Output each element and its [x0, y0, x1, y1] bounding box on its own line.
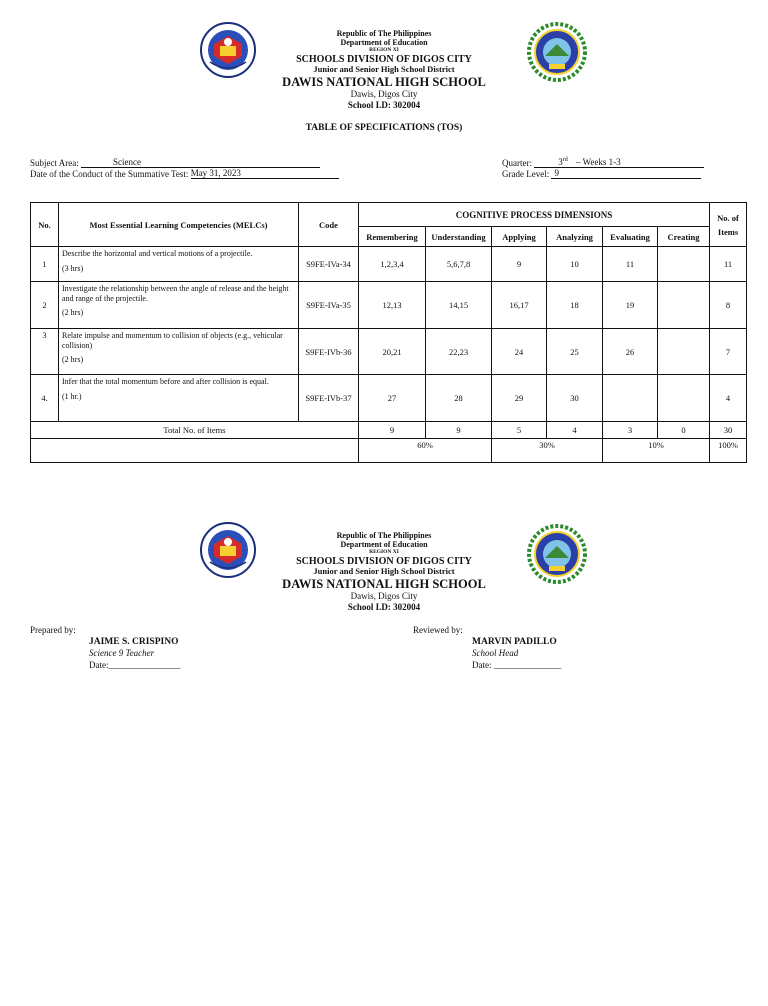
- date-label: Date of the Conduct of the Summative Test:: [30, 169, 189, 179]
- row-code: S9FE-IVa-34: [299, 247, 359, 282]
- cell: 22,23: [426, 329, 492, 375]
- cell: 28: [426, 375, 492, 422]
- dim-creating: Creating: [658, 227, 710, 247]
- cell: [658, 329, 710, 375]
- cell: 9: [492, 247, 547, 282]
- row-no: 3: [31, 329, 59, 375]
- cell: 26: [603, 329, 658, 375]
- republic-line: Republic of The Philippines: [336, 29, 432, 38]
- quarter: [502, 157, 704, 168]
- document-header-bottom: [0, 531, 768, 612]
- percent-row: [31, 439, 747, 463]
- row-melc: [59, 282, 299, 329]
- department-line: Department of Education: [340, 38, 428, 48]
- melc-text: Investigate the relationship between the angle of release and the height and range of the projectile.: [62, 284, 289, 303]
- grade-value: 9: [554, 168, 559, 178]
- pct-easy: 60%: [359, 439, 492, 463]
- division-line: SCHOOLS DIVISION OF DIGOS CITY: [296, 555, 472, 567]
- row-code: S9FE-IVb-37: [299, 375, 359, 422]
- school-name: DAWIS NATIONAL HIGH SCHOOL: [282, 74, 486, 89]
- document-header: [0, 29, 768, 110]
- cell: 11: [603, 247, 658, 282]
- row-code: S9FE-IVa-35: [299, 282, 359, 329]
- table-row: [31, 375, 747, 422]
- row-items: 4: [710, 375, 747, 422]
- totals-row: [31, 422, 747, 439]
- reviewed-name: MARVIN PADILLO: [472, 637, 557, 647]
- row-melc: [59, 375, 299, 422]
- quarter-value: 3: [558, 157, 563, 167]
- pct-total: 100%: [710, 439, 747, 463]
- cell: 12,13: [359, 282, 426, 329]
- table-row: [31, 282, 747, 329]
- dim-understanding: Understanding: [426, 227, 492, 247]
- quarter-label: Quarter:: [502, 158, 532, 168]
- row-no: 2: [31, 282, 59, 329]
- test-date: [30, 168, 339, 179]
- subject-label: Subject Area:: [30, 158, 79, 168]
- melc-hours: (1 hr.): [62, 391, 82, 401]
- region-line: REGION XI: [369, 47, 399, 54]
- reviewed-by-block: [472, 636, 561, 672]
- reviewed-by-label: Reviewed by:: [413, 625, 463, 635]
- prepared-role: Science 9 Teacher: [89, 648, 155, 659]
- dim-analyzing: Analyzing: [547, 227, 603, 247]
- header-code: Code: [299, 203, 359, 247]
- cell: 19: [603, 282, 658, 329]
- cell: 29: [492, 375, 547, 422]
- cell: 5,6,7,8: [426, 247, 492, 282]
- header-items-line2: Items: [717, 226, 739, 237]
- prepared-date: Date:________________: [89, 660, 181, 671]
- header-cpd: COGNITIVE PROCESS DIMENSIONS: [359, 203, 710, 227]
- pct-difficult: 10%: [603, 439, 710, 463]
- pct-average: 30%: [492, 439, 603, 463]
- table-row: [31, 247, 747, 282]
- prepared-by-label: Prepared by:: [30, 625, 76, 635]
- date-value: May 31, 2023: [190, 168, 241, 178]
- cell: 25: [547, 329, 603, 375]
- cell: 27: [359, 375, 426, 422]
- reviewed-role: School Head: [472, 648, 519, 659]
- grade-label: Grade Level:: [502, 169, 550, 179]
- melc-hours: (2 hrs): [62, 308, 84, 318]
- cell: 18: [547, 282, 603, 329]
- region-line: REGION XI: [369, 549, 399, 556]
- reviewed-date: Date: _______________: [472, 660, 562, 671]
- school-name: DAWIS NATIONAL HIGH SCHOOL: [282, 576, 486, 591]
- total-items: 30: [710, 422, 747, 439]
- melc-text: Describe the horizontal and vertical motions of a projectile.: [62, 249, 253, 258]
- quarter-sup: rd: [562, 157, 568, 163]
- melc-hours: (2 hrs): [62, 355, 84, 365]
- cell: 1,2,3,4: [359, 247, 426, 282]
- dim-remembering: Remembering: [359, 227, 426, 247]
- cell: [658, 247, 710, 282]
- school-address: Dawis, Digos City: [350, 89, 418, 100]
- total-cell: 5: [492, 422, 547, 439]
- cell: 10: [547, 247, 603, 282]
- dim-evaluating: Evaluating: [603, 227, 658, 247]
- melc-text: Relate impulse and momentum to collision of objects (e.g., vehicular collision): [62, 331, 283, 350]
- school-id: School I.D: 302004: [347, 601, 421, 612]
- row-items: 8: [710, 282, 747, 329]
- school-address: Dawis, Digos City: [350, 591, 418, 602]
- quarter-weeks: – Weeks 1-3: [575, 157, 621, 167]
- percent-blank: [31, 439, 359, 463]
- header-items: [710, 203, 747, 247]
- row-no: 1: [31, 247, 59, 282]
- prepared-by-block: [89, 636, 181, 672]
- division-line: SCHOOLS DIVISION OF DIGOS CITY: [296, 53, 472, 65]
- total-cell: 9: [359, 422, 426, 439]
- tos-table: [30, 202, 747, 463]
- cell: 24: [492, 329, 547, 375]
- header-melc: Most Essential Learning Competencies (MELCs): [59, 203, 299, 247]
- row-items: 11: [710, 247, 747, 282]
- total-cell: 9: [426, 422, 492, 439]
- table-row: [31, 329, 747, 375]
- melc-text: Infer that the total momentum before and after collision is equal.: [62, 377, 269, 386]
- republic-line: Republic of The Philippines: [336, 531, 432, 540]
- cell: 14,15: [426, 282, 492, 329]
- total-cell: 3: [603, 422, 658, 439]
- header-items-line1: No. of: [717, 212, 739, 223]
- school-id: School I.D: 302004: [347, 99, 421, 110]
- district-line: Junior and Senior High School District: [313, 64, 455, 75]
- header-no: No.: [31, 203, 59, 247]
- total-label: Total No. of Items: [31, 422, 359, 439]
- department-line: Department of Education: [340, 540, 428, 550]
- subject-area: [30, 157, 320, 168]
- cell: 16,17: [492, 282, 547, 329]
- cell: [603, 375, 658, 422]
- cell: [658, 282, 710, 329]
- cell: [658, 375, 710, 422]
- melc-hours: (3 hrs): [62, 263, 84, 273]
- cell: 30: [547, 375, 603, 422]
- grade-level: [502, 168, 701, 179]
- row-melc: [59, 329, 299, 375]
- row-items: 7: [710, 329, 747, 375]
- dim-applying: Applying: [492, 227, 547, 247]
- total-cell: 0: [658, 422, 710, 439]
- prepared-name: JAIME S. CRISPINO: [89, 637, 179, 647]
- subject-value: Science: [113, 157, 141, 167]
- cell: 20,21: [359, 329, 426, 375]
- row-code: S9FE-IVb-36: [299, 329, 359, 375]
- row-melc: [59, 247, 299, 282]
- page-title: TABLE OF SPECIFICATIONS (TOS): [305, 123, 463, 133]
- row-no: 4.: [31, 375, 59, 422]
- total-cell: 4: [547, 422, 603, 439]
- district-line: Junior and Senior High School District: [313, 566, 455, 577]
